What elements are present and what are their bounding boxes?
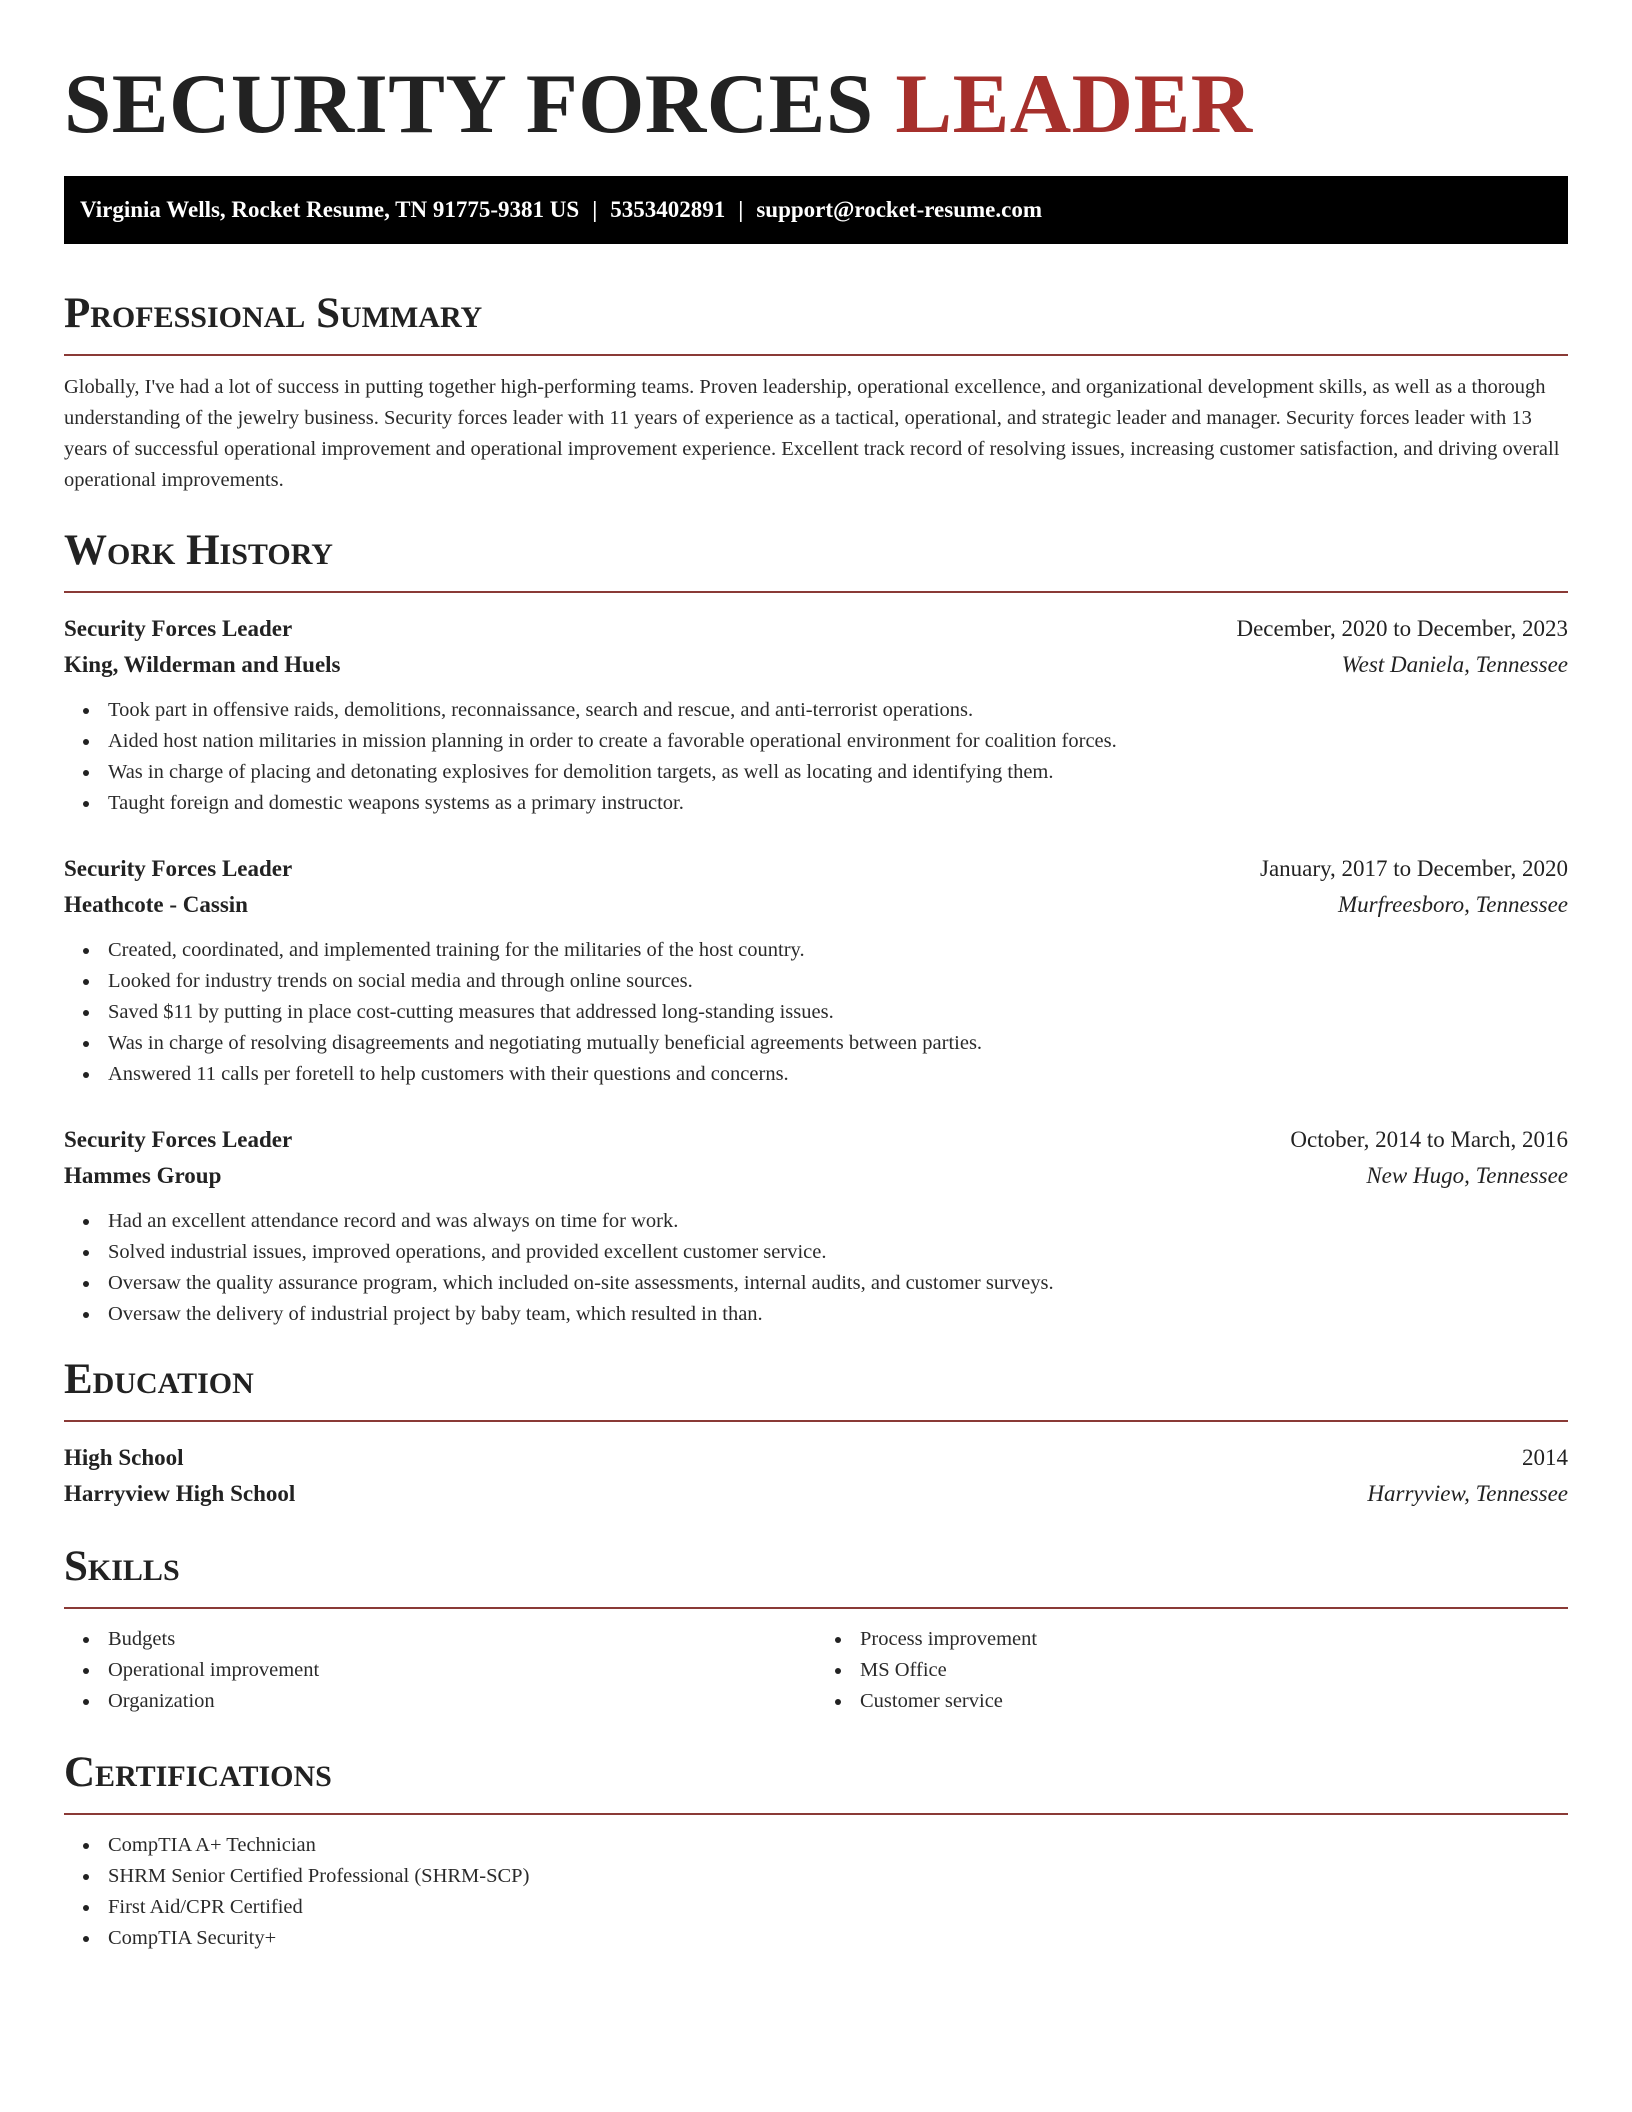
list-item: Oversaw the quality assurance program, which included on-site assessments, internal audits, and customer surveys. [108, 1268, 1568, 1299]
education-location: Harryview, Tennessee [1367, 1481, 1568, 1506]
job-company: Heathcote - Cassin [64, 892, 248, 917]
job-company-row [64, 1158, 1568, 1194]
job-title-row [64, 1122, 1568, 1158]
education-degree-row [64, 1440, 1568, 1476]
job-bullets [64, 695, 1568, 819]
list-item: Was in charge of placing and detonating explosives for demolition targets, as well as locating and identifying them. [108, 757, 1568, 788]
skills-list-right [816, 1624, 1568, 1717]
work-history-section [64, 525, 1568, 1330]
skills-section [64, 1541, 1568, 1717]
education-degree: High School [64, 1445, 184, 1470]
skills-heading: Skills [64, 1543, 180, 1590]
summary-text: Globally, I've had a lot of success in putting together high-performing teams. Proven leadership, operational excellence, and organizational development skills, as well as a thorough understanding of the jewelry business. Security forces leader with 11 years of experience as a tactical, operational, and strategic leader and manager. Security forces leader with 13 years of successful operational improvement and operational improvement experience. Excellent track record of resolving issues, increasing customer satisfaction, and driving overall operational improvements. [64, 376, 1560, 491]
skills-grid [64, 1624, 1568, 1717]
job-company-row [64, 647, 1568, 683]
contact-email[interactable]: support@rocket-resume.com [756, 197, 1042, 222]
certifications-heading: Certifications [64, 1749, 332, 1796]
contact-separator: | [592, 197, 598, 222]
job-dates: October, 2014 to March, 2016 [1290, 1127, 1568, 1152]
list-item: Oversaw the delivery of industrial project by baby team, which resulted in than. [108, 1299, 1568, 1330]
education-heading: Education [64, 1356, 254, 1403]
title-main: SECURITY FORCES [64, 57, 874, 151]
job-title-row [64, 851, 1568, 887]
contact-bar [64, 176, 1568, 244]
certification-item: First Aid/CPR Certified [108, 1892, 1568, 1923]
section-divider [64, 354, 1568, 356]
certifications-section [64, 1747, 1568, 1954]
job-company-row [64, 887, 1568, 923]
certification-item: CompTIA A+ Technician [108, 1830, 1568, 1861]
job-entry [64, 1122, 1568, 1330]
job-location: New Hugo, Tennessee [1366, 1163, 1568, 1188]
skill-item: Operational improvement [108, 1655, 816, 1686]
job-location: Murfreesboro, Tennessee [1338, 892, 1568, 917]
education-section [64, 1354, 1568, 1512]
work-history-heading: Work History [64, 527, 333, 574]
contact-phone: 5353402891 [610, 197, 726, 222]
education-school-row [64, 1476, 1568, 1512]
list-item: Looked for industry trends on social media and through online sources. [108, 966, 1568, 997]
job-entry [64, 611, 1568, 819]
education-entry [64, 1440, 1568, 1512]
certifications-list [64, 1830, 1568, 1954]
job-bullets [64, 1206, 1568, 1330]
list-item: Had an excellent attendance record and was always on time for work. [108, 1206, 1568, 1237]
section-divider [64, 591, 1568, 593]
certification-item: CompTIA Security+ [108, 1923, 1568, 1954]
job-company: King, Wilderman and Huels [64, 652, 341, 677]
list-item: Taught foreign and domestic weapons systems as a primary instructor. [108, 788, 1568, 819]
job-company: Hammes Group [64, 1163, 222, 1188]
skill-item: MS Office [860, 1655, 1568, 1686]
job-entry [64, 851, 1568, 1090]
certification-item: SHRM Senior Certified Professional (SHRM-SCP) [108, 1861, 1568, 1892]
job-title-row [64, 611, 1568, 647]
list-item: Saved $11 by putting in place cost-cutting measures that addressed long-standing issues. [108, 997, 1568, 1028]
job-title: Security Forces Leader [64, 616, 293, 641]
skill-item: Process improvement [860, 1624, 1568, 1655]
job-dates: December, 2020 to December, 2023 [1236, 616, 1568, 641]
skill-item: Budgets [108, 1624, 816, 1655]
list-item: Answered 11 calls per foretell to help customers with their questions and concerns. [108, 1059, 1568, 1090]
summary-section [64, 288, 1568, 496]
resume-title [64, 58, 1568, 158]
section-divider [64, 1813, 1568, 1815]
contact-address: Virginia Wells, Rocket Resume, TN 91775-9381 US [80, 197, 580, 222]
section-divider [64, 1607, 1568, 1609]
resume-page [64, 58, 1568, 1954]
education-year: 2014 [1522, 1445, 1568, 1470]
list-item: Solved industrial issues, improved operations, and provided excellent customer service. [108, 1237, 1568, 1268]
list-item: Created, coordinated, and implemented training for the militaries of the host country. [108, 935, 1568, 966]
job-dates: January, 2017 to December, 2020 [1260, 856, 1568, 881]
education-school: Harryview High School [64, 1481, 296, 1506]
list-item: Took part in offensive raids, demolitions, reconnaissance, search and rescue, and anti-terrorist operations. [108, 695, 1568, 726]
skills-list-left [64, 1624, 816, 1717]
section-divider [64, 1420, 1568, 1422]
job-bullets [64, 935, 1568, 1090]
job-title: Security Forces Leader [64, 1127, 293, 1152]
summary-heading: Professional Summary [64, 290, 483, 337]
job-title: Security Forces Leader [64, 856, 293, 881]
list-item: Was in charge of resolving disagreements and negotiating mutually beneficial agreements between parties. [108, 1028, 1568, 1059]
title-accent: LEADER [895, 57, 1253, 151]
list-item: Aided host nation militaries in mission planning in order to create a favorable operational environment for coalition forces. [108, 726, 1568, 757]
job-location: West Daniela, Tennessee [1341, 652, 1568, 677]
contact-separator: | [738, 197, 744, 222]
skill-item: Customer service [860, 1686, 1568, 1717]
skill-item: Organization [108, 1686, 816, 1717]
